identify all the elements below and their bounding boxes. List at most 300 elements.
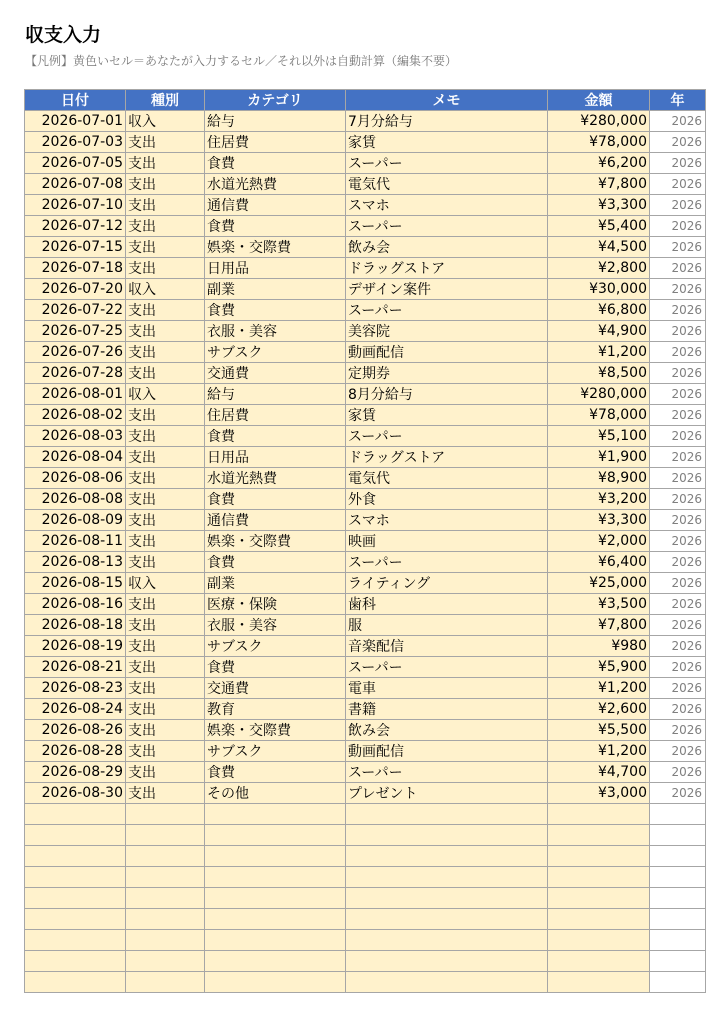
date-cell[interactable]: 2026-07-10 [25,195,126,216]
amount-cell[interactable]: ¥980 [548,636,650,657]
year-cell: 2026 [650,468,706,489]
category-cell[interactable]: 食費 [205,762,346,783]
empty-type-cell[interactable] [126,888,205,909]
type-cell[interactable]: 支出 [126,594,205,615]
category-cell[interactable]: 衣服・美容 [205,615,346,636]
table-row [25,216,706,237]
category-cell[interactable]: 副業 [205,573,346,594]
empty-type-cell[interactable] [126,867,205,888]
ledger-body [25,111,706,993]
table-row [25,279,706,300]
amount-cell[interactable]: ¥78,000 [548,132,650,153]
empty-amount-cell[interactable] [548,846,650,867]
amount-cell[interactable]: ¥2,000 [548,531,650,552]
empty-category-cell[interactable] [205,804,346,825]
category-cell[interactable]: サブスク [205,741,346,762]
memo-cell[interactable]: 電気代 [346,468,548,489]
ledger-table [24,89,706,993]
amount-cell[interactable]: ¥6,400 [548,552,650,573]
year-cell: 2026 [650,258,706,279]
type-cell[interactable]: 支出 [126,342,205,363]
year-cell: 2026 [650,342,706,363]
year-cell: 2026 [650,657,706,678]
amount-cell[interactable]: ¥7,800 [548,174,650,195]
empty-category-cell[interactable] [205,972,346,993]
year-cell: 2026 [650,489,706,510]
empty-memo-cell[interactable] [346,951,548,972]
type-cell[interactable]: 支出 [126,552,205,573]
date-cell[interactable]: 2026-07-12 [25,216,126,237]
empty-type-cell[interactable] [126,825,205,846]
empty-amount-cell[interactable] [548,825,650,846]
memo-cell[interactable]: 飲み会 [346,237,548,258]
amount-cell[interactable]: ¥2,800 [548,258,650,279]
table-row [25,426,706,447]
memo-cell[interactable]: 書籍 [346,699,548,720]
category-cell[interactable]: 娯楽・交際費 [205,237,346,258]
amount-cell[interactable]: ¥280,000 [548,384,650,405]
empty-year-cell [650,930,706,951]
table-row [25,363,706,384]
empty-year-cell [650,804,706,825]
date-cell[interactable]: 2026-08-21 [25,657,126,678]
amount-cell[interactable]: ¥7,800 [548,615,650,636]
amount-cell[interactable]: ¥280,000 [548,111,650,132]
empty-row [25,825,706,846]
table-row [25,552,706,573]
empty-row [25,930,706,951]
amount-cell[interactable]: ¥5,900 [548,657,650,678]
date-cell[interactable]: 2026-08-24 [25,699,126,720]
empty-memo-cell[interactable] [346,930,548,951]
table-row [25,321,706,342]
type-cell[interactable]: 支出 [126,447,205,468]
table-row [25,615,706,636]
empty-memo-cell[interactable] [346,825,548,846]
category-cell[interactable]: 食費 [205,300,346,321]
empty-amount-cell[interactable] [548,930,650,951]
table-row [25,636,706,657]
amount-cell[interactable]: ¥4,700 [548,762,650,783]
type-cell[interactable]: 支出 [126,132,205,153]
year-cell: 2026 [650,678,706,699]
category-cell[interactable]: 副業 [205,279,346,300]
memo-cell[interactable]: 飲み会 [346,720,548,741]
empty-amount-cell[interactable] [548,867,650,888]
amount-cell[interactable]: ¥5,100 [548,426,650,447]
date-cell[interactable]: 2026-08-04 [25,447,126,468]
table-row [25,573,706,594]
empty-category-cell[interactable] [205,867,346,888]
date-cell[interactable]: 2026-08-28 [25,741,126,762]
memo-cell[interactable]: スーパー [346,762,548,783]
empty-memo-cell[interactable] [346,867,548,888]
category-cell[interactable]: 住居費 [205,405,346,426]
type-cell[interactable]: 支出 [126,195,205,216]
amount-cell[interactable]: ¥8,500 [548,363,650,384]
memo-cell[interactable]: 美容院 [346,321,548,342]
empty-date-cell[interactable] [25,846,126,867]
category-cell[interactable]: 通信費 [205,510,346,531]
date-cell[interactable]: 2026-07-01 [25,111,126,132]
date-cell[interactable]: 2026-07-28 [25,363,126,384]
year-cell: 2026 [650,300,706,321]
empty-amount-cell[interactable] [548,951,650,972]
year-cell: 2026 [650,741,706,762]
table-row [25,783,706,804]
memo-cell[interactable]: ライティング [346,573,548,594]
date-cell[interactable]: 2026-08-03 [25,426,126,447]
category-cell[interactable]: 娯楽・交際費 [205,720,346,741]
amount-cell[interactable]: ¥5,400 [548,216,650,237]
sheet-title: 収支入力 [25,24,102,46]
memo-cell[interactable]: 家賃 [346,132,548,153]
empty-memo-cell[interactable] [346,846,548,867]
year-cell: 2026 [650,384,706,405]
amount-cell[interactable]: ¥78,000 [548,405,650,426]
table-row [25,195,706,216]
table-row [25,153,706,174]
date-cell[interactable]: 2026-08-16 [25,594,126,615]
table-row [25,489,706,510]
date-cell[interactable]: 2026-08-15 [25,573,126,594]
category-cell[interactable]: 水道光熱費 [205,174,346,195]
empty-amount-cell[interactable] [548,888,650,909]
empty-row [25,951,706,972]
year-cell: 2026 [650,132,706,153]
header-row [25,90,706,111]
type-cell[interactable]: 支出 [126,468,205,489]
year-cell: 2026 [650,447,706,468]
type-cell[interactable]: 支出 [126,678,205,699]
category-cell[interactable]: 日用品 [205,258,346,279]
table-row [25,468,706,489]
empty-date-cell[interactable] [25,825,126,846]
category-cell[interactable]: 食費 [205,489,346,510]
category-cell[interactable]: 交通費 [205,678,346,699]
date-cell[interactable]: 2026-08-23 [25,678,126,699]
empty-amount-cell[interactable] [548,909,650,930]
empty-category-cell[interactable] [205,951,346,972]
amount-cell[interactable]: ¥25,000 [548,573,650,594]
date-cell[interactable]: 2026-07-18 [25,258,126,279]
date-cell[interactable]: 2026-08-18 [25,615,126,636]
table-row [25,111,706,132]
date-cell[interactable]: 2026-07-22 [25,300,126,321]
memo-cell[interactable]: 映画 [346,531,548,552]
category-cell[interactable]: 給与 [205,111,346,132]
type-cell[interactable]: 支出 [126,762,205,783]
date-cell[interactable]: 2026-08-26 [25,720,126,741]
table-row [25,300,706,321]
type-cell[interactable]: 支出 [126,720,205,741]
empty-date-cell[interactable] [25,951,126,972]
date-cell[interactable]: 2026-07-26 [25,342,126,363]
year-cell: 2026 [650,153,706,174]
date-cell[interactable]: 2026-08-09 [25,510,126,531]
memo-cell[interactable]: 家賃 [346,405,548,426]
year-cell: 2026 [650,783,706,804]
empty-row [25,804,706,825]
memo-cell[interactable]: スマホ [346,510,548,531]
category-cell[interactable]: 衣服・美容 [205,321,346,342]
category-cell[interactable]: その他 [205,783,346,804]
date-cell[interactable]: 2026-08-13 [25,552,126,573]
empty-category-cell[interactable] [205,825,346,846]
memo-cell[interactable]: 電車 [346,678,548,699]
date-cell[interactable]: 2026-08-08 [25,489,126,510]
type-cell[interactable]: 支出 [126,699,205,720]
category-cell[interactable]: 食費 [205,552,346,573]
memo-cell[interactable]: スーパー [346,552,548,573]
amount-cell[interactable]: ¥8,900 [548,468,650,489]
type-cell[interactable]: 支出 [126,237,205,258]
type-cell[interactable]: 支出 [126,636,205,657]
column-header-category[interactable]: カテゴリ [205,90,346,111]
empty-category-cell[interactable] [205,846,346,867]
memo-cell[interactable]: 8月分給与 [346,384,548,405]
memo-cell[interactable]: 歯科 [346,594,548,615]
category-cell[interactable]: 医療・保険 [205,594,346,615]
column-header-date[interactable]: 日付 [25,90,126,111]
table-row [25,657,706,678]
amount-cell[interactable]: ¥1,200 [548,342,650,363]
year-cell: 2026 [650,720,706,741]
table-row [25,594,706,615]
empty-category-cell[interactable] [205,930,346,951]
table-row [25,174,706,195]
table-row [25,531,706,552]
type-cell[interactable]: 支出 [126,321,205,342]
year-cell: 2026 [650,510,706,531]
category-cell[interactable]: 交通費 [205,363,346,384]
type-cell[interactable]: 支出 [126,510,205,531]
memo-cell[interactable]: 服 [346,615,548,636]
column-header-amount[interactable]: 金額 [548,90,650,111]
amount-cell[interactable]: ¥6,200 [548,153,650,174]
memo-cell[interactable]: デザイン案件 [346,279,548,300]
amount-cell[interactable]: ¥3,500 [548,594,650,615]
type-cell[interactable]: 支出 [126,153,205,174]
amount-cell[interactable]: ¥3,000 [548,783,650,804]
category-cell[interactable]: 通信費 [205,195,346,216]
type-cell[interactable]: 支出 [126,489,205,510]
amount-cell[interactable]: ¥1,200 [548,678,650,699]
date-cell[interactable]: 2026-07-05 [25,153,126,174]
year-cell: 2026 [650,699,706,720]
empty-date-cell[interactable] [25,909,126,930]
type-cell[interactable]: 支出 [126,531,205,552]
empty-date-cell[interactable] [25,972,126,993]
date-cell[interactable]: 2026-07-20 [25,279,126,300]
category-cell[interactable]: サブスク [205,342,346,363]
date-cell[interactable]: 2026-07-03 [25,132,126,153]
category-cell[interactable]: 日用品 [205,447,346,468]
memo-cell[interactable]: スーパー [346,153,548,174]
empty-date-cell[interactable] [25,804,126,825]
date-cell[interactable]: 2026-08-29 [25,762,126,783]
memo-cell[interactable]: 外食 [346,489,548,510]
memo-cell[interactable]: 動画配信 [346,741,548,762]
column-header-memo[interactable]: メモ [346,90,548,111]
type-cell[interactable]: 支出 [126,615,205,636]
empty-year-cell [650,888,706,909]
amount-cell[interactable]: ¥6,800 [548,300,650,321]
table-row [25,132,706,153]
empty-date-cell[interactable] [25,888,126,909]
amount-cell[interactable]: ¥3,300 [548,195,650,216]
empty-type-cell[interactable] [126,972,205,993]
year-cell: 2026 [650,531,706,552]
category-cell[interactable]: 食費 [205,426,346,447]
type-cell[interactable]: 支出 [126,426,205,447]
year-cell: 2026 [650,762,706,783]
memo-cell[interactable]: スーパー [346,216,548,237]
date-cell[interactable]: 2026-08-11 [25,531,126,552]
table-row [25,258,706,279]
column-header-year[interactable]: 年 [650,90,706,111]
type-cell[interactable]: 収入 [126,384,205,405]
empty-category-cell[interactable] [205,909,346,930]
type-cell[interactable]: 収入 [126,573,205,594]
table-row [25,699,706,720]
category-cell[interactable]: 給与 [205,384,346,405]
empty-memo-cell[interactable] [346,909,548,930]
category-cell[interactable]: 娯楽・交際費 [205,531,346,552]
type-cell[interactable]: 支出 [126,657,205,678]
table-row [25,720,706,741]
year-cell: 2026 [650,195,706,216]
empty-category-cell[interactable] [205,888,346,909]
category-cell[interactable]: 食費 [205,153,346,174]
empty-year-cell [650,972,706,993]
amount-cell[interactable]: ¥5,500 [548,720,650,741]
date-cell[interactable]: 2026-07-25 [25,321,126,342]
memo-cell[interactable]: 動画配信 [346,342,548,363]
table-row [25,237,706,258]
amount-cell[interactable]: ¥30,000 [548,279,650,300]
type-cell[interactable]: 支出 [126,258,205,279]
empty-year-cell [650,846,706,867]
date-cell[interactable]: 2026-07-15 [25,237,126,258]
year-cell: 2026 [650,594,706,615]
year-cell: 2026 [650,321,706,342]
date-cell[interactable]: 2026-07-08 [25,174,126,195]
table-row [25,510,706,531]
empty-memo-cell[interactable] [346,804,548,825]
empty-year-cell [650,909,706,930]
empty-amount-cell[interactable] [548,804,650,825]
empty-year-cell [650,867,706,888]
empty-date-cell[interactable] [25,930,126,951]
column-header-type[interactable]: 種別 [126,90,205,111]
memo-cell[interactable]: 7月分給与 [346,111,548,132]
year-cell: 2026 [650,174,706,195]
memo-cell[interactable]: 電気代 [346,174,548,195]
year-cell: 2026 [650,237,706,258]
year-cell: 2026 [650,279,706,300]
type-cell[interactable]: 支出 [126,741,205,762]
category-cell[interactable]: 食費 [205,657,346,678]
category-cell[interactable]: 食費 [205,216,346,237]
amount-cell[interactable]: ¥3,300 [548,510,650,531]
empty-amount-cell[interactable] [548,972,650,993]
amount-cell[interactable]: ¥4,500 [548,237,650,258]
memo-cell[interactable]: ドラッグストア [346,447,548,468]
memo-cell[interactable]: プレゼント [346,783,548,804]
empty-year-cell [650,951,706,972]
table-row [25,405,706,426]
empty-type-cell[interactable] [126,909,205,930]
type-cell[interactable]: 支出 [126,783,205,804]
type-cell[interactable]: 支出 [126,174,205,195]
category-cell[interactable]: 住居費 [205,132,346,153]
table-row [25,741,706,762]
year-cell: 2026 [650,216,706,237]
memo-cell[interactable]: スマホ [346,195,548,216]
legend-note: 【凡例】黄色いセル＝あなたが入力するセル／それ以外は自動計算（編集不要） [25,54,458,68]
type-cell[interactable]: 収入 [126,111,205,132]
type-cell[interactable]: 支出 [126,363,205,384]
empty-row [25,867,706,888]
empty-row [25,909,706,930]
type-cell[interactable]: 支出 [126,300,205,321]
category-cell[interactable]: 教育 [205,699,346,720]
empty-row [25,972,706,993]
date-cell[interactable]: 2026-08-30 [25,783,126,804]
year-cell: 2026 [650,363,706,384]
memo-cell[interactable]: ドラッグストア [346,258,548,279]
date-cell[interactable]: 2026-08-01 [25,384,126,405]
year-cell: 2026 [650,111,706,132]
category-cell[interactable]: サブスク [205,636,346,657]
type-cell[interactable]: 支出 [126,216,205,237]
empty-type-cell[interactable] [126,804,205,825]
table-row [25,447,706,468]
date-cell[interactable]: 2026-08-02 [25,405,126,426]
amount-cell[interactable]: ¥1,900 [548,447,650,468]
year-cell: 2026 [650,573,706,594]
table-row [25,762,706,783]
table-row [25,384,706,405]
amount-cell[interactable]: ¥4,900 [548,321,650,342]
amount-cell[interactable]: ¥2,600 [548,699,650,720]
type-cell[interactable]: 収入 [126,279,205,300]
date-cell[interactable]: 2026-08-06 [25,468,126,489]
empty-memo-cell[interactable] [346,888,548,909]
memo-cell[interactable]: 音楽配信 [346,636,548,657]
type-cell[interactable]: 支出 [126,405,205,426]
amount-cell[interactable]: ¥1,200 [548,741,650,762]
year-cell: 2026 [650,405,706,426]
year-cell: 2026 [650,426,706,447]
date-cell[interactable]: 2026-08-19 [25,636,126,657]
memo-cell[interactable]: スーパー [346,300,548,321]
table-row [25,342,706,363]
memo-cell[interactable]: スーパー [346,657,548,678]
category-cell[interactable]: 水道光熱費 [205,468,346,489]
empty-year-cell [650,825,706,846]
memo-cell[interactable]: 定期券 [346,363,548,384]
empty-memo-cell[interactable] [346,972,548,993]
memo-cell[interactable]: スーパー [346,426,548,447]
amount-cell[interactable]: ¥3,200 [548,489,650,510]
empty-type-cell[interactable] [126,951,205,972]
empty-date-cell[interactable] [25,867,126,888]
empty-type-cell[interactable] [126,846,205,867]
empty-type-cell[interactable] [126,930,205,951]
table-row [25,678,706,699]
